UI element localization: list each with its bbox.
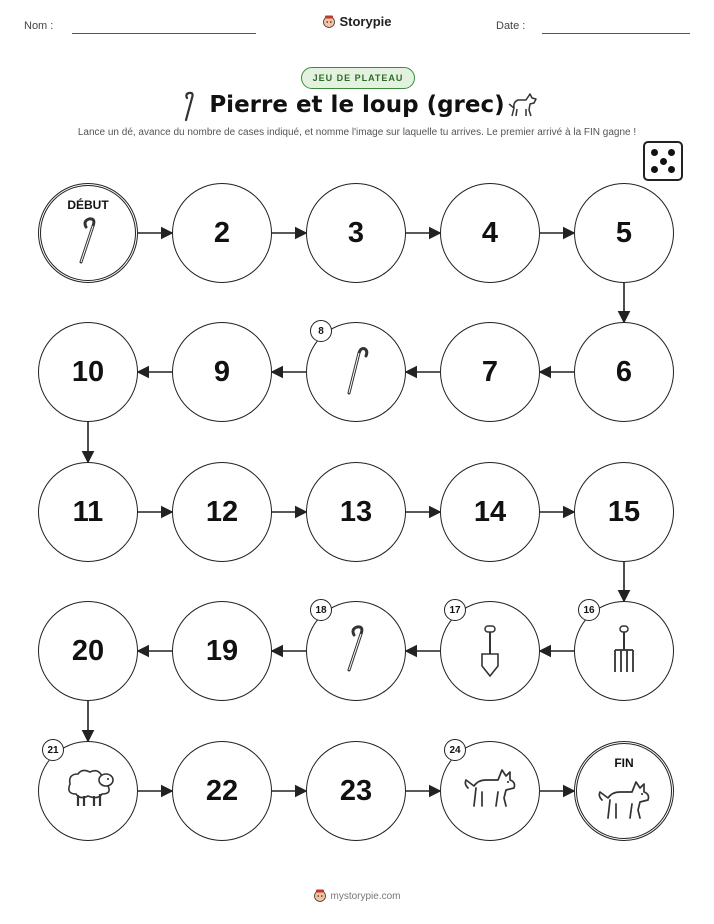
name-label: Nom : <box>24 20 54 32</box>
space-number-badge: 16 <box>578 599 600 621</box>
board-space-20 <box>38 601 138 701</box>
board-space-12 <box>172 462 272 562</box>
cane-icon <box>41 216 135 266</box>
space-number: 9 <box>213 355 231 388</box>
space-number: 19 <box>205 634 239 667</box>
end-label: FIN <box>614 756 634 770</box>
space-number: 22 <box>205 774 239 807</box>
sheep-icon <box>39 764 137 808</box>
space-number-badge: 24 <box>444 739 466 761</box>
brand-name: Storypie <box>339 14 392 29</box>
board-space-10 <box>38 322 138 422</box>
cane-icon <box>307 624 405 674</box>
space-number: 12 <box>205 495 239 528</box>
instructions: Lance un dé, avance du nombre de cases indiqué, et nomme l'image sur laquelle tu arrives. Le premier arrivé à la FIN gagne ! <box>77 127 637 138</box>
space-number: 4 <box>481 216 499 249</box>
shepherd-crook-icon <box>307 345 405 397</box>
board-space-15 <box>574 462 674 562</box>
space-number: 20 <box>71 634 105 667</box>
wolf-icon <box>577 776 671 822</box>
space-number-badge: 8 <box>310 320 332 342</box>
board-space-11 <box>38 462 138 562</box>
footer <box>0 888 714 905</box>
wolf-icon <box>441 764 539 810</box>
board-space-5 <box>574 183 674 283</box>
space-number: 7 <box>481 355 499 388</box>
start-space <box>38 183 138 283</box>
board-space-2 <box>172 183 272 283</box>
board-space-7 <box>440 322 540 422</box>
space-number: 2 <box>213 216 231 249</box>
space-number: 11 <box>72 495 104 528</box>
footer-url[interactable]: mystorypie.com <box>330 891 401 903</box>
space-number-badge: 18 <box>310 599 332 621</box>
start-label: DÉBUT <box>67 198 109 212</box>
space-number: 10 <box>71 355 105 388</box>
space-number: 13 <box>339 495 373 528</box>
board-space-3 <box>306 183 406 283</box>
date-label: Date : <box>496 20 526 32</box>
board-space-14 <box>440 462 540 562</box>
board-space-4 <box>440 183 540 283</box>
space-number: 15 <box>607 495 641 528</box>
storypie-logo-icon <box>313 888 327 905</box>
board-space-6 <box>574 322 674 422</box>
game-type-badge: JEU DE PLATEAU <box>301 67 415 89</box>
space-number: 5 <box>615 216 633 249</box>
space-number: 6 <box>615 355 633 388</box>
space-number: 23 <box>339 774 373 807</box>
shovel-icon <box>441 624 539 678</box>
space-number: 3 <box>347 216 365 249</box>
board-space-9 <box>172 322 272 422</box>
board-space-13 <box>306 462 406 562</box>
space-number-badge: 21 <box>42 739 64 761</box>
end-space <box>574 741 674 841</box>
pitchfork-icon <box>575 624 673 676</box>
board-space-22 <box>172 741 272 841</box>
page-title: Pierre et le loup (grec) <box>209 92 505 118</box>
space-number: 14 <box>473 495 507 528</box>
space-number-badge: 17 <box>444 599 466 621</box>
board-space-19 <box>172 601 272 701</box>
board-space-23 <box>306 741 406 841</box>
